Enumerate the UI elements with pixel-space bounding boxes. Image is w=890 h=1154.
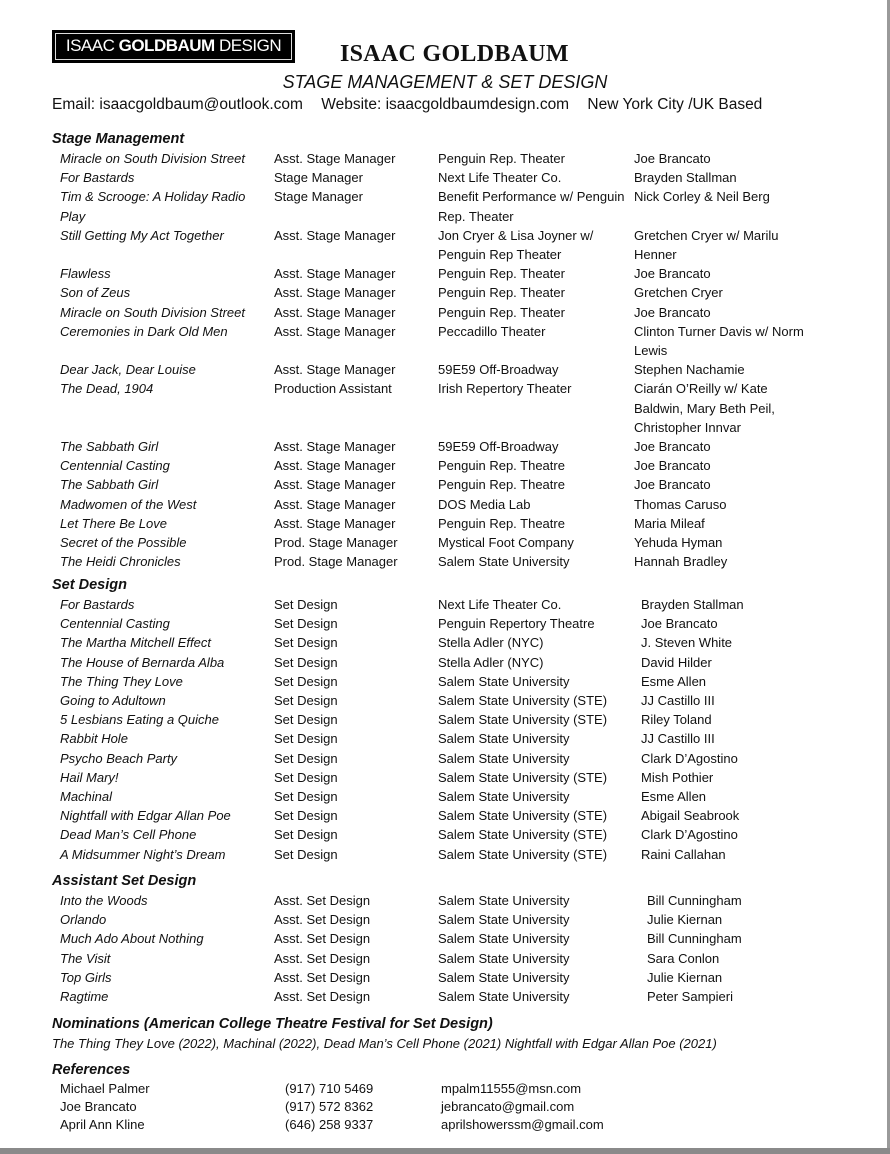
venue: Salem State University (STE) [438,827,608,843]
credit-row [52,729,872,748]
section-nominations [52,1014,872,1053]
role: Set Design [274,827,338,843]
section-title: References [52,1062,131,1078]
section-references [52,1060,872,1134]
venue: Salem State University [438,969,570,985]
director: Clark D’Agostino [641,750,738,766]
venue: Salem State University [438,989,570,1005]
email: Email: isaacgoldbaum@outlook.com [52,96,303,113]
credit-row [52,968,872,987]
credit-row [52,168,872,187]
venue: Salem State University [438,554,570,570]
section-title: Stage Management [52,131,185,147]
logo-frame [55,33,292,60]
role: Production Assistant [274,381,392,397]
credit-row [52,825,872,844]
director: Bill Cunningham [647,893,742,908]
credit-row [52,845,872,864]
credit-row [52,149,872,168]
role: Asst. Stage Manager [274,323,396,339]
credits-list [52,891,872,1006]
production-title: Ragtime [60,989,109,1005]
credit-row [52,264,872,283]
venue: Penguin Rep. Theater [438,285,565,301]
venue: DOS Media Lab [438,496,531,512]
director: Julie Kiernan [647,912,723,928]
director: Bill Cunningham [647,931,742,947]
credit-row [52,322,872,360]
venue: Salem State University [438,750,570,766]
venue: Benefit Performance w/ Penguin Rep. Theater [438,189,625,224]
venue: Next Life Theater Co. [438,597,562,612]
credit-row [52,595,872,614]
venue: Jon Cryer & Lisa Joyner w/ Penguin Rep Theater [438,227,594,263]
role: Set Design [274,731,338,747]
venue: Penguin Rep. Theatre [438,477,565,493]
production-title: The Dead, 1904 [60,381,154,397]
credit-row [52,710,872,729]
director: Stephen Nachamie [634,362,745,378]
venue: Stella Adler (NYC) [438,654,544,670]
venue: Salem State University [438,789,570,805]
production-title: Madwomen of the West [60,496,197,512]
role: Asst. Stage Manager [274,515,396,531]
logo-text-c: DESIGN [214,36,282,55]
credit-row [52,360,872,379]
role: Asst. Set Design [274,893,371,908]
reference-email: aprilshowerssm@gmail.com [441,1117,604,1132]
venue: 59E59 Off-Broadway [438,362,559,378]
reference-row [52,1116,872,1134]
section-assistant-set-design [52,871,872,1006]
role: Asst. Stage Manager [274,266,396,282]
credit-row [52,987,872,1006]
production-title: For Bastards [60,597,135,612]
credit-row [52,533,872,552]
role: Set Design [274,616,338,632]
venue: Stella Adler (NYC) [438,635,544,651]
role: Prod. Stage Manager [274,535,398,551]
credit-row [52,749,872,768]
director: Esme Allen [641,673,707,689]
page-edge-bottom [0,1148,890,1154]
role: Asst. Stage Manager [274,285,396,301]
production-title: Centennial Casting [60,616,170,632]
role: Asst. Stage Manager [274,151,396,166]
role: Set Design [274,673,338,689]
venue: Penguin Repertory Theatre [438,616,595,632]
location: New York City /UK Based [587,96,763,113]
role: Asst. Stage Manager [274,304,396,320]
credit-row [52,475,872,494]
production-title: The House of Bernarda Alba [60,654,225,670]
director: Brayden Stallman [641,597,744,612]
logo-text-a: ISAAC [65,36,119,55]
production-title: Let There Be Love [60,515,167,531]
production-title: Miracle on South Division Street [60,151,245,166]
credit-row [52,768,872,787]
director: Gretchen Cryer [634,285,723,301]
director: Joe Brancato [634,151,711,166]
reference-name: Michael Palmer [60,1081,150,1096]
production-title: For Bastards [60,170,135,186]
production-title: Psycho Beach Party [60,750,178,766]
credit-row [52,456,872,475]
director: Esme Allen [641,789,707,805]
venue: Salem State University (STE) [438,712,608,728]
role: Asst. Stage Manager [274,477,396,493]
production-title: Orlando [60,912,107,928]
credit-row [52,672,872,691]
reference-email: jebrancato@gmail.com [441,1099,575,1114]
venue: Salem State University [438,673,570,689]
role: Stage Manager [274,170,363,186]
credit-row [52,787,872,806]
subtitle: STAGE MANAGEMENT & SET DESIGN [282,72,608,92]
role: Set Design [274,846,338,862]
reference-phone: (646) 258 9337 [285,1117,374,1132]
director: Abigail Seabrook [641,808,740,824]
reference-row [52,1080,872,1098]
director: Hannah Bradley [634,554,728,570]
credit-row [52,437,872,456]
production-title: The Visit [60,950,111,966]
director: Ciarán O’Reilly w/ Kate Baldwin, Mary Beth Peil, Christopher Innvar [634,381,775,435]
director: Peter Sampieri [647,989,733,1005]
reference-phone: (917) 710 5469 [285,1081,374,1096]
role: Set Design [274,808,338,824]
production-title: Secret of the Possible [60,535,187,551]
production-title: 5 Lesbians Eating a Quiche [60,712,219,728]
director: Joe Brancato [634,266,711,282]
reference-row [52,1098,872,1116]
credit-row [52,949,872,968]
production-title: Nightfall with Edgar Allan Poe [60,808,231,824]
director: Gretchen Cryer w/ Marilu Henner [634,227,779,263]
role: Asst. Set Design [274,912,371,928]
venue: Salem State University [438,893,570,908]
venue: Penguin Rep. Theater [438,304,565,320]
director: J. Steven White [641,635,733,651]
section-title: Set Design [52,577,127,593]
production-title: The Sabbath Girl [60,477,159,493]
venue: Penguin Rep. Theater [438,151,565,166]
production-title: Still Getting My Act Together [60,227,224,243]
production-title: Rabbit Hole [60,731,128,747]
production-title: The Sabbath Girl [60,439,159,455]
section-set-design [52,575,872,864]
director: Clark D’Agostino [641,827,738,843]
director: Joe Brancato [634,458,711,474]
role: Stage Manager [274,189,363,205]
role: Asst. Set Design [274,950,371,966]
production-title: Hail Mary! [60,769,119,785]
credit-row [52,303,872,322]
role: Set Design [274,769,338,785]
role: Set Design [274,789,338,805]
venue: Mystical Foot Company [438,535,574,551]
credit-row [52,552,872,571]
role: Set Design [274,712,338,728]
logo [52,30,295,63]
credit-row [52,226,872,264]
venue: Salem State University [438,731,570,747]
reference-phone: (917) 572 8362 [285,1099,374,1114]
production-title: The Thing They Love [60,673,183,689]
website: Website: isaacgoldbaumdesign.com [321,96,570,113]
role: Asst. Set Design [274,969,371,985]
credit-row [52,910,872,929]
references-list [52,1080,872,1134]
production-title: Ceremonies in Dark Old Men [60,323,228,339]
director: Brayden Stallman [634,170,737,186]
role: Set Design [274,654,338,670]
venue: Salem State University [438,931,570,947]
production-title: Into the Woods [60,893,148,908]
section-title: Nominations (American College Theatre Festival for Set Design) [52,1016,493,1032]
venue: Salem State University (STE) [438,769,608,785]
venue: Penguin Rep. Theater [438,266,565,282]
role: Asst. Stage Manager [274,439,396,455]
production-title: The Heidi Chronicles [60,554,181,570]
director: JJ Castillo III [641,693,715,709]
director: Nick Corley & Neil Berg [634,189,770,205]
credit-row [52,495,872,514]
director: Julie Kiernan [647,969,723,985]
director: Joe Brancato [641,616,718,632]
candidate-name: ISAAC GOLDBAUM [340,41,569,67]
role: Prod. Stage Manager [274,554,398,570]
reference-name: April Ann Kline [60,1117,145,1132]
production-title: The Martha Mitchell Effect [60,635,211,651]
credit-row [52,929,872,948]
production-title: Top Girls [60,969,112,985]
director: Thomas Caruso [634,496,727,512]
production-title: Much Ado About Nothing [60,931,204,947]
role: Asst. Stage Manager [274,458,396,474]
reference-name: Joe Brancato [60,1099,137,1114]
production-title: Going to Adultown [60,693,166,709]
role: Asst. Stage Manager [274,496,396,512]
production-title: Miracle on South Division Street [60,304,245,320]
credit-row [52,283,872,302]
director: Riley Toland [641,712,712,728]
contact-line [52,96,776,114]
venue: Peccadillo Theater [438,323,546,339]
production-title: Flawless [60,266,111,282]
venue: Salem State University [438,912,570,928]
production-title: Dead Man’s Cell Phone [60,827,197,843]
production-title: A Midsummer Night’s Dream [60,846,226,862]
director: Clinton Turner Davis w/ Norm Lewis [634,323,804,359]
credit-row [52,653,872,672]
venue: Salem State University [438,950,570,966]
nominations-text: The Thing They Love (2022), Machinal (2022), Dead Man’s Cell Phone (2021) Nightfall with Edgar Allan Poe (2021) [52,1036,717,1051]
venue: Irish Repertory Theater [438,381,572,397]
role: Asst. Stage Manager [274,362,396,378]
role: Asst. Stage Manager [274,227,396,243]
reference-email: mpalm11555@msn.com [441,1081,582,1096]
credit-row [52,187,872,225]
credits-list [52,595,872,864]
director: Yehuda Hyman [634,535,723,551]
director: Maria Mileaf [634,515,705,531]
director: Sara Conlon [647,950,720,966]
production-title: Tim & Scrooge: A Holiday Radio Play [60,189,246,224]
role: Set Design [274,693,338,709]
director: Joe Brancato [634,439,711,455]
credit-row [52,614,872,633]
section-stage-management [52,129,872,571]
director: Mish Pothier [641,769,714,785]
venue: Salem State University (STE) [438,808,608,824]
role: Set Design [274,597,338,612]
credits-list [52,149,872,571]
venue: Penguin Rep. Theatre [438,458,565,474]
director: JJ Castillo III [641,731,715,747]
venue: Penguin Rep. Theatre [438,515,565,531]
credit-row [52,691,872,710]
director: Joe Brancato [634,477,711,493]
production-title: Machinal [60,789,113,805]
production-title: Centennial Casting [60,458,170,474]
role: Set Design [274,750,338,766]
director: Raini Callahan [641,846,726,862]
role: Asst. Set Design [274,989,371,1005]
role: Asst. Set Design [274,931,371,947]
logo-text-b: GOLDBAUM [118,36,215,55]
credit-row [52,379,872,437]
director: David Hilder [641,654,712,670]
credit-row [52,633,872,652]
credit-row [52,514,872,533]
production-title: Son of Zeus [60,285,131,301]
credit-row [52,806,872,825]
venue: Salem State University (STE) [438,693,608,709]
section-title: Assistant Set Design [52,873,197,889]
role: Set Design [274,635,338,651]
venue: Next Life Theater Co. [438,170,562,186]
director: Joe Brancato [634,304,711,320]
production-title: Dear Jack, Dear Louise [60,362,196,378]
venue: Salem State University (STE) [438,846,608,862]
venue: 59E59 Off-Broadway [438,439,559,455]
credit-row [52,891,872,910]
